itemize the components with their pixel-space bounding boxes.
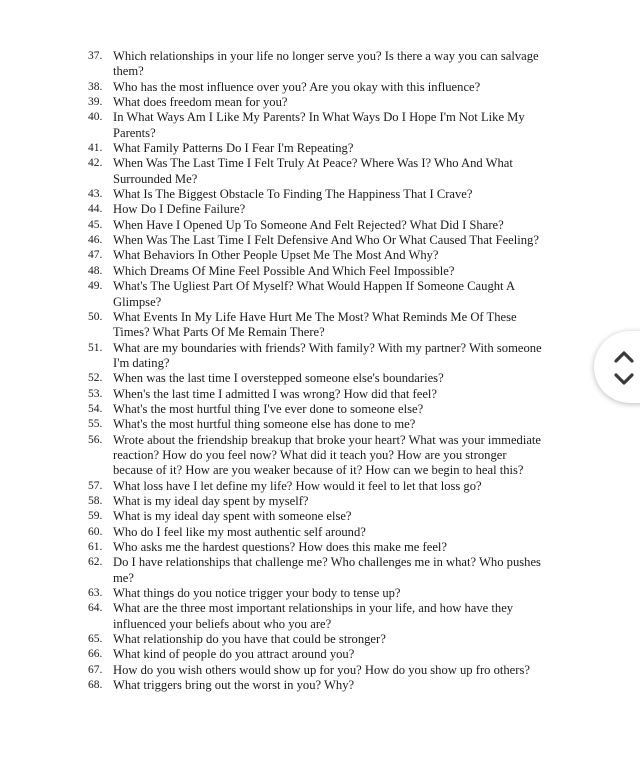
list-item xyxy=(88,310,548,341)
list-item xyxy=(88,479,548,494)
list-item xyxy=(88,156,548,187)
question-number: 67. xyxy=(88,663,103,676)
chevron-down-icon xyxy=(612,369,636,389)
question-text: What are the three most important relationships in your life, and how have they influenced your beliefs about who you are? xyxy=(113,601,514,631)
list-item xyxy=(88,647,548,662)
list-item xyxy=(88,417,548,432)
list-item xyxy=(88,187,548,202)
question-text: What are my boundaries with friends? With family? With my partner? With someone I'm dating? xyxy=(113,340,542,370)
list-item xyxy=(88,49,548,80)
question-text: Wrote about the friendship breakup that broke your heart? What was your immediate reaction? How do you feel now? What did it teach you? How are you stronger because of it? How are you weaker because of it? How can we begin to heal this? xyxy=(113,432,542,478)
scroll-down-button[interactable] xyxy=(612,369,636,389)
list-item xyxy=(88,371,548,386)
question-number: 46. xyxy=(88,234,103,247)
list-item xyxy=(88,540,548,555)
list-item xyxy=(88,80,548,95)
question-number: 51. xyxy=(88,341,103,354)
question-text: What Family Patterns Do I Fear I'm Repeating? xyxy=(113,141,354,156)
list-item xyxy=(88,494,548,509)
question-text: What Events In My Life Have Hurt Me The Most? What Reminds Me Of These Times? What Parts Of Me Remain There? xyxy=(113,309,517,340)
question-number: 41. xyxy=(88,142,103,155)
question-number: 57. xyxy=(88,479,103,492)
question-text: What triggers bring out the worst in you? Why? xyxy=(113,678,355,693)
question-text: Who has the most influence over you? Are you okay with this influence? xyxy=(113,79,481,94)
question-number: 53. xyxy=(88,387,103,400)
question-list xyxy=(88,49,548,693)
question-number: 52. xyxy=(88,372,103,385)
question-text: When Was The Last Time I Felt Defensive And Who Or What Caused That Feeling? xyxy=(113,233,539,248)
question-number: 60. xyxy=(88,525,103,538)
question-number: 50. xyxy=(88,310,103,323)
question-text: What Is The Biggest Obstacle To Finding The Happiness That I Crave? xyxy=(113,187,473,202)
question-text: When's the last time I admitted I was wrong? How did that feel? xyxy=(113,386,438,401)
list-item xyxy=(88,279,548,310)
chevron-up-icon xyxy=(612,347,636,367)
question-number: 42. xyxy=(88,157,103,170)
list-item xyxy=(88,586,548,601)
question-number: 68. xyxy=(88,679,103,692)
question-number: 38. xyxy=(88,80,103,93)
question-text: What Behaviors In Other People Upset Me The Most And Why? xyxy=(113,248,439,263)
question-number: 48. xyxy=(88,264,103,277)
question-number: 62. xyxy=(88,556,103,569)
question-number: 63. xyxy=(88,587,103,600)
question-text: What relationship do you have that could be stronger? xyxy=(113,632,386,647)
list-item xyxy=(88,555,548,586)
question-text: Do I have relationships that challenge me? Who challenges me in what? Who pushes me? xyxy=(113,555,541,585)
list-item xyxy=(88,509,548,524)
list-item xyxy=(88,402,548,417)
question-number: 56. xyxy=(88,433,103,446)
question-text: What does freedom mean for you? xyxy=(113,95,288,110)
list-item xyxy=(88,601,548,632)
question-text: Which Dreams Of Mine Feel Possible And Which Feel Impossible? xyxy=(113,263,455,278)
list-item xyxy=(88,678,548,693)
question-text: When Was The Last Time I Felt Truly At Peace? Where Was I? Who And What Surrounded Me? xyxy=(113,156,513,186)
question-number: 47. xyxy=(88,249,103,262)
question-text: What is my ideal day spent with someone else? xyxy=(113,509,352,524)
question-text: When was the last time I overstepped someone else's boundaries? xyxy=(113,371,444,386)
question-number: 39. xyxy=(88,96,103,109)
question-number: 40. xyxy=(88,111,103,124)
list-item xyxy=(88,141,548,156)
question-number: 65. xyxy=(88,633,103,646)
list-item xyxy=(88,433,548,479)
list-item xyxy=(88,218,548,233)
list-item xyxy=(88,525,548,540)
question-text: When Have I Opened Up To Someone And Felt Rejected? What Did I Share? xyxy=(113,217,504,232)
list-item xyxy=(88,202,548,217)
list-item xyxy=(88,248,548,263)
question-number: 45. xyxy=(88,218,103,231)
question-number: 43. xyxy=(88,188,103,201)
list-item xyxy=(88,341,548,372)
question-number: 44. xyxy=(88,203,103,216)
question-text: What's the most hurtful thing I've ever done to someone else? xyxy=(113,401,424,416)
question-number: 59. xyxy=(88,510,103,523)
question-text: What things do you notice trigger your body to tense up? xyxy=(113,586,401,601)
scroll-up-button[interactable] xyxy=(612,347,636,367)
question-text: How do you wish others would show up for you? How do you show up fro others? xyxy=(113,662,530,677)
question-text: What kind of people do you attract around you? xyxy=(113,647,355,662)
question-number: 49. xyxy=(88,280,103,293)
list-item xyxy=(88,663,548,678)
question-number: 58. xyxy=(88,494,103,507)
question-text: In What Ways Am I Like My Parents? In What Ways Do I Hope I'm Not Like My Parents? xyxy=(113,110,525,140)
question-text: Who do I feel like my most authentic self around? xyxy=(113,524,366,539)
question-text: What loss have I let define my life? How would it feel to let that loss go? xyxy=(113,478,482,493)
list-item xyxy=(88,233,548,248)
question-text: Which relationships in your life no longer serve you? Is there a way you can salvage them? xyxy=(113,49,539,79)
list-item xyxy=(88,95,548,110)
question-number: 54. xyxy=(88,402,103,415)
question-text: What's the most hurtful thing someone else has done to me? xyxy=(113,417,416,432)
question-text: What is my ideal day spent by myself? xyxy=(113,493,309,508)
question-number: 64. xyxy=(88,602,103,615)
question-text: How Do I Define Failure? xyxy=(113,202,246,217)
list-item xyxy=(88,387,548,402)
question-number: 61. xyxy=(88,541,103,553)
question-text: Who asks me the hardest questions? How does this make me feel? xyxy=(113,540,447,554)
question-text: What's The Ugliest Part Of Myself? What Would Happen If Someone Caught A Glimpse? xyxy=(113,279,515,309)
list-item xyxy=(88,110,548,141)
question-number: 37. xyxy=(88,50,103,62)
list-item xyxy=(88,632,548,647)
page-scroll-control xyxy=(594,331,640,403)
question-number: 66. xyxy=(88,648,103,661)
question-number: 55. xyxy=(88,418,103,431)
list-item xyxy=(88,264,548,279)
